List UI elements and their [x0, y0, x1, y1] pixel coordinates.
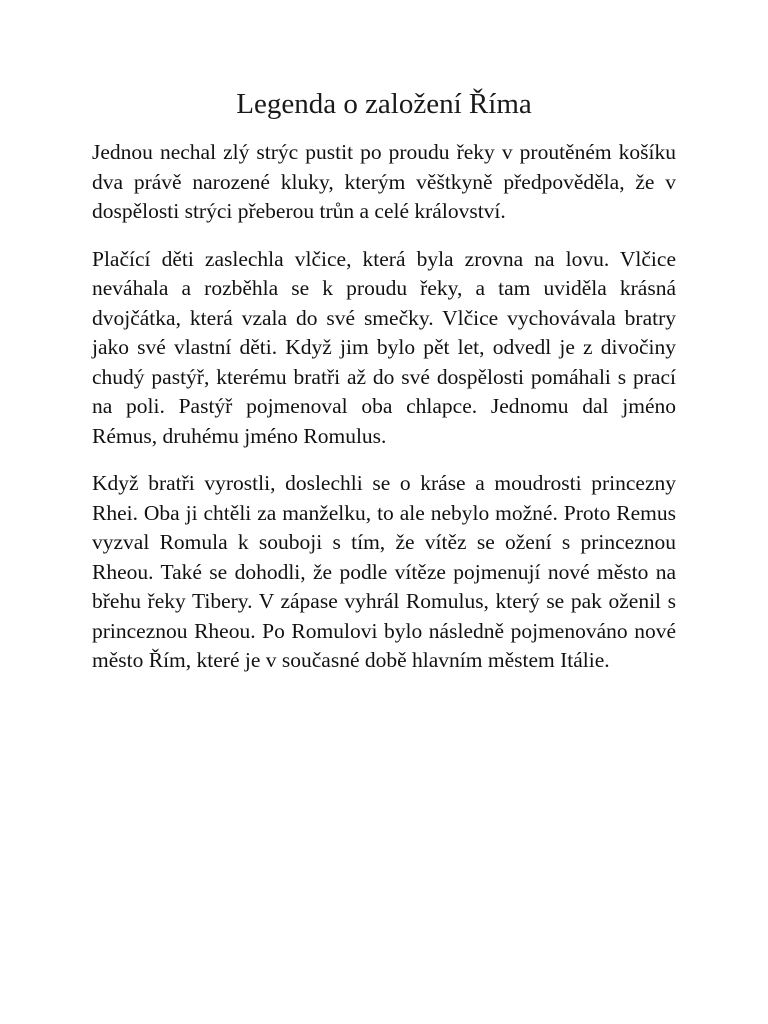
paragraph-3: Když bratři vyrostli, doslechli se o kráse a moudrosti princezny Rhei. Oba ji chtěli za manželku, to ale nebylo možné. Proto Remus vyzval Romula k souboji s tím, že vítěz se ožení s princeznou Rheou. Také se dohodli, že podle vítěze pojmenují nové město na břehu řeky Tibery. V zápase vyhrál Romulus, který se pak oženil s princeznou Rheou. Po Romulovi bylo následně pojmenováno nové město Řím, které je v současné době hlavním městem Itálie. [92, 471, 676, 672]
paragraph-1: Jednou nechal zlý strýc pustit po proudu řeky v proutěném košíku dva právě narozené kluky, kterým věštkyně předpověděla, že v dospělosti strýci přeberou trůn a celé království. [92, 140, 676, 223]
document-title: Legenda o založení Říma [236, 88, 532, 120]
paragraph-2: Plačící děti zaslechla vlčice, která byla zrovna na lovu. Vlčice neváhala a rozběhla se k proudu řeky, a tam uviděla krásná dvojčátka, která vzala do své smečky. Vlčice vychovávala bratry jako své vlastní děti. Když jim bylo pět let, odvedl je z divočiny chudý pastýř, kterému bratři až do své dospělosti pomáhali s prací na poli. Pastýř pojmenoval oba chlapce. Jednomu dal jméno Rémus, druhému jméno Romulus. [92, 246, 676, 448]
document-body [92, 138, 676, 694]
